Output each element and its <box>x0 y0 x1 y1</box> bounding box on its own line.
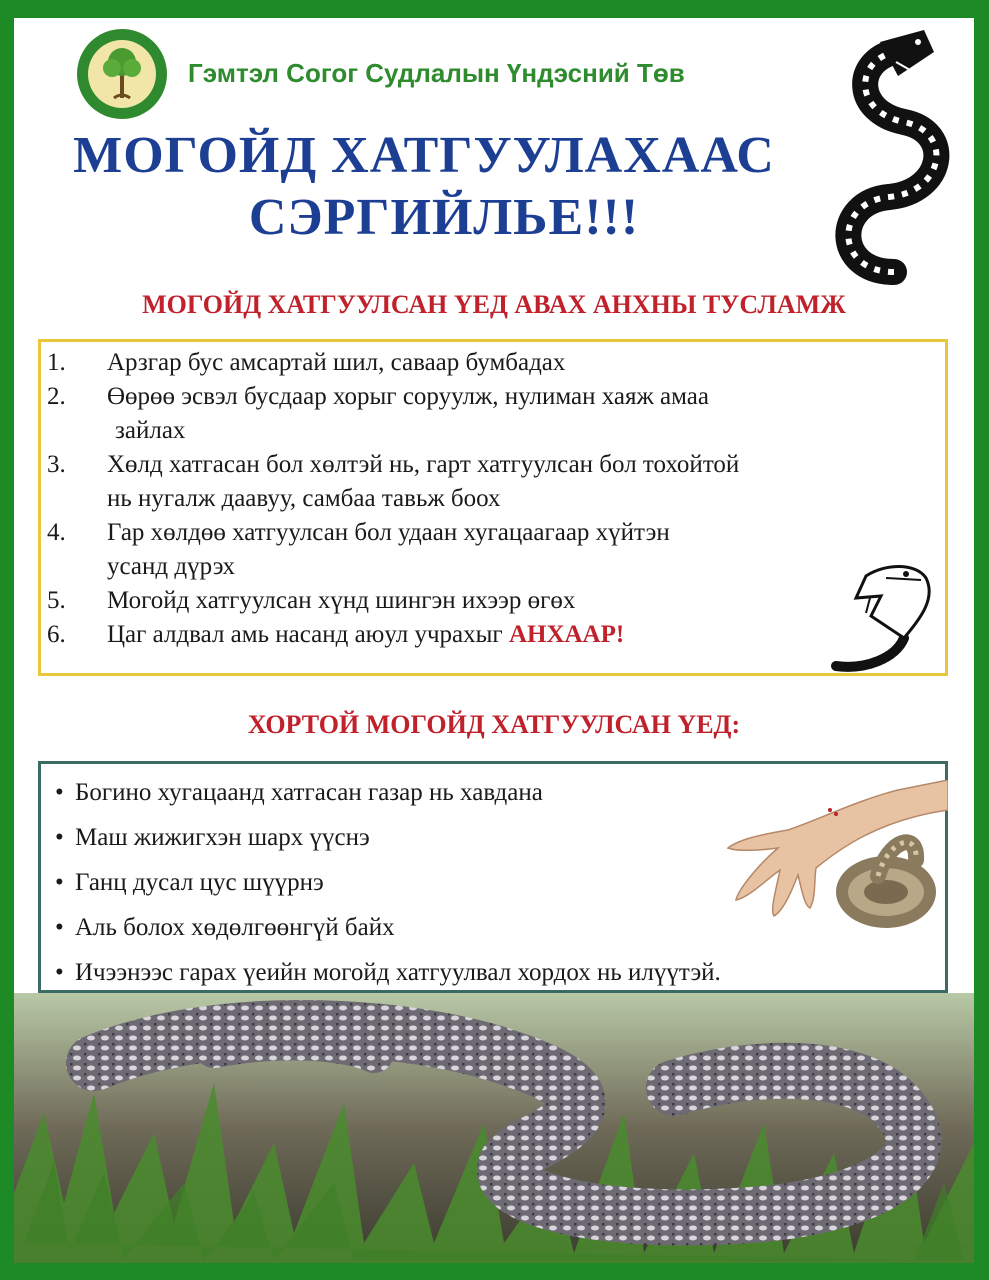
org-name: Гэмтэл Согог Судлалын Үндэсний Төв <box>188 58 685 88</box>
list-item: • Маш жижигхэн шарх үүснэ <box>55 824 370 851</box>
list-item: 1. Арзгар бус амсартай шил, саваар бумбадах <box>47 349 566 376</box>
list-item: 6. Цаг алдвал амь насанд аюул учрахыг АНХААР! <box>47 621 625 648</box>
list-item: 5. Могойд хатгуулсан хүнд шингэн ихээр өгөх <box>47 587 576 614</box>
list-item: • Богино хугацаанд хатгасан газар нь хавдана <box>55 779 543 806</box>
list-item: 3. Хөлд хатгасан бол хөлтэй нь, гарт хатгуулсан бол тохойтой нь нугалж даавуу, самбаа тавьж боох <box>47 451 740 512</box>
page-title-line1: МОГОЙД ХАТГУУЛАХААС <box>73 127 775 184</box>
list-item: 2. Өөрөө эсвэл бусдаар хорыг соруулж, нулиман хаяж амаа зайлах <box>47 383 709 444</box>
viper-in-grass-photo <box>14 993 974 1263</box>
bitten-arm-illustration <box>718 780 948 940</box>
warning-text: АНХААР! <box>508 621 625 648</box>
list-item: 4. Гар хөлдөө хатгуулсан бол удаан хугацаагаар хүйтэн усанд дүрэх <box>47 519 670 580</box>
snake-head-illustration <box>826 558 946 673</box>
venomous-heading: ХОРТОЙ МОГОЙД ХАТГУУЛСАН ҮЕД: <box>247 710 741 739</box>
list-item: • Аль болох хөдөлгөөнгүй байх <box>55 914 395 941</box>
list-item: • Ганц дусал цус шүүрнэ <box>55 869 324 896</box>
first-aid-box <box>38 339 948 676</box>
first-aid-heading: МОГОЙД ХАТГУУЛСАН ҮЕД АВАХ АНХНЫ ТУСЛАМЖ <box>142 290 846 319</box>
coiled-snake-illustration <box>814 22 974 292</box>
poster <box>14 18 974 1263</box>
page-title-line2: СЭРГИЙЛЬЕ!!! <box>248 189 640 246</box>
tree-emblem-icon <box>74 26 170 122</box>
list-item: • Ичээнээс гарах үеийн могойд хатгуулвал хордох нь илүүтэй. <box>55 959 721 986</box>
first-aid-list <box>41 342 945 652</box>
